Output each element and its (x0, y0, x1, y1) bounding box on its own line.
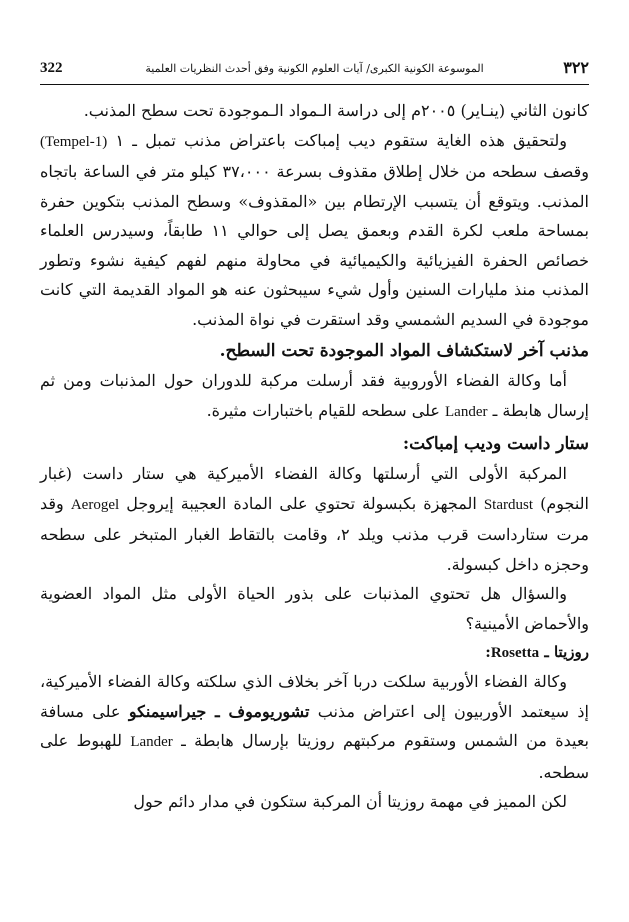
latin-term: Rosetta (490, 645, 540, 661)
latin-term: (Tempel-1) (40, 133, 108, 150)
section-heading-other-comet: مذنب آخر لاستكشاف المواد الموجودة تحت السطح. (219, 341, 589, 361)
page-body (40, 96, 589, 817)
latin-term: Lander (130, 734, 173, 750)
page-number-latin: 322 (40, 60, 63, 76)
paragraph-question: والسؤال هل تحتوي المذنبات على بذور الحياة الأولى مثل المواد العضوية والأحماض الأمينية؟ (40, 584, 589, 633)
section-heading-stardust: ستار داست وديب إمباكت: (402, 434, 589, 454)
paragraph-esa: أما وكالة الفضاء الأوروبية فقد أرسلت مركبة للدوران حول المذنبات ومن ثم إرسال هابطة ـ Lander على سطحه للقيام باختبارات مثيرة. (40, 371, 589, 420)
comet-name: تشوريوموف ـ جيراسيمنكو (128, 701, 310, 721)
section-heading-rosetta: روزيتا ـ Rosetta: (485, 643, 589, 661)
page-number-arabic: ٣٢٢ (563, 58, 589, 77)
header-divider (40, 84, 589, 85)
running-header (40, 58, 589, 82)
latin-term: Aerogel (70, 496, 120, 513)
paragraph-stardust: المركبة الأولى التي أرسلتها وكالة الفضاء الأميركية هي ستار داست (غبار النجوم) Stardust المجهزة بكبسولة تحتوي على المادة العجيبة إيروجل Aerogel وقد مرت ستارداست قرب مذنب ويلد ٢، وقامت بالتقاط الغبار المتبخر على سطحه وحجزه داخل كبسولة. (40, 464, 589, 574)
paragraph-2: ولتحقيق هذه الغاية ستقوم ديب إمباكت باعتراض مذنب تمبل ـ ١ (Tempel-1) وقصف سطحه من خلال إطلاق مقذوف بسرعة ٣٧،٠٠٠ كيلو متر في الساعة باتجاه المذنب. ويتوقع أن يتسبب الإرتطام بين «المقذوف» وسطح المذنب بتكوين حفرة بمساحة ملعب لكرة القدم وبعمق يصل إلى حوالي ١١ طابقاً، وسيدرس العلماء خصائص الحفرة الفيزيائية والكيميائية في محاولة منهم لفهم كيفية نشوء وتطور المذنب منذ مليارات السنين وأول شيء سيبحثون عنه هو المواد القديمة التي كانت موجودة في السديم الشمسي وقد استقرت في نواة المذنب. (40, 130, 590, 329)
latin-term: Lander (445, 403, 488, 420)
running-header-title: الموسوعة الكونية الكبرى/ آيات العلوم الكونية وفق أحدث النظريات العلمية (145, 62, 484, 75)
paragraph-rosetta: وكالة الفضاء الأوربية سلكت دربا آخر بخلاف الذي سلكته وكالة الفضاء الأميركية، إذ سيعتمد الأوربيون إلى اعتراض مذنب تشوريوموف ـ جيراسيمنكو على مسافة بعيدة من الشمس وستقوم مركبتهم روزيتا بإرسال هابطة ـ Lander للهبوط على سطحه. (40, 672, 589, 782)
latin-term: Stardust (483, 496, 534, 513)
paragraph-rosetta-orbit: لكن المميز في مهمة روزيتا أن المركبة ستكون في مدار دائم حول (133, 792, 567, 811)
paragraph-1: كانون الثاني (ينـاير) ٢٠٠٥م إلى دراسة الـمواد الـموجودة تحت سطح المذنب. (83, 101, 589, 120)
